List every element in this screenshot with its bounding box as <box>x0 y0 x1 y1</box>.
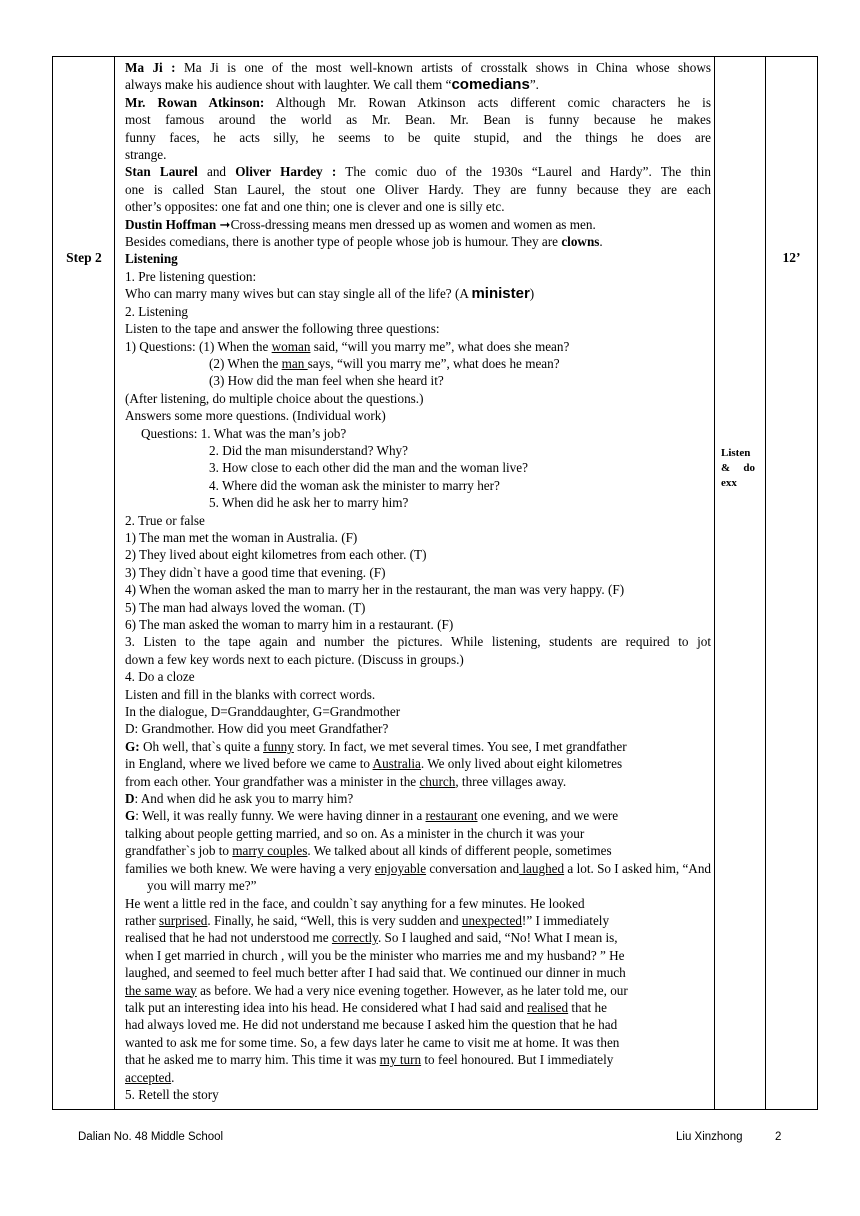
story-line-2: rather surprised. Finally, he said, “Well, this is very sudden and unexpected!” I immediately <box>125 912 610 928</box>
step-label: Step 2 <box>66 250 102 265</box>
question-3: (3) How did the man feel when she heard it? <box>209 373 444 389</box>
story-line-10: that he asked me to marry him. This time it was my turn to feel honoured. But I immediately <box>125 1052 614 1068</box>
footer-school: Dalian No. 48 Middle School <box>78 1131 224 1143</box>
activity-column <box>715 57 766 1109</box>
lesson-table <box>52 56 818 1110</box>
listening-instruction: Listen to the tape and answer the following three questions: <box>125 321 440 337</box>
content-text <box>125 59 711 1103</box>
rowan-line-4: strange. <box>125 147 167 163</box>
story-line-3: realised that he had not understood me correctly. So I laughed and said, “No! What I mean is, <box>125 930 618 946</box>
activity-label: Listen & do exx <box>721 447 755 489</box>
oliver-name: Oliver Hardey : <box>235 164 337 180</box>
picture-task-line-1: 3. Listen to the tape again and number the pictures. While listening, students are required to jot <box>125 634 711 650</box>
after-listening-note: (After listening, do multiple choice about the questions.) <box>125 390 424 406</box>
question-2: (2) When the man says, “will you marry me”, what does he mean? <box>209 355 560 371</box>
answers-note: Answers some more questions. (Individual work) <box>125 408 386 424</box>
story-line-1: He went a little red in the face, and couldn`t say anything for a few minutes. He looked <box>125 895 585 911</box>
time-column <box>766 57 817 1109</box>
stan-line-2: one is called Stan Laurel, the stout one Oliver Hardy. They are funny because they are each <box>125 181 711 197</box>
dialogue-g2-line-1: G: Well, it was really funny. We were having dinner in a restaurant one evening, and we were <box>125 808 619 824</box>
story-line-6: the same way as before. We had a very nice evening together. However, as he later told me, our <box>125 982 628 998</box>
maji-name: Ma Ji : <box>125 60 176 75</box>
stan-line-3: other’s opposites: one fat and one thin; one is clever and one is silly etc. <box>125 199 505 215</box>
true-false-item: 6) The man asked the woman to marry him in a restaurant. (F) <box>125 617 454 632</box>
page-number: 2 <box>775 1131 782 1143</box>
dialogue-g2-line-3: grandfather`s job to marry couples. We talked about all kinds of different people, sometimes <box>125 843 612 859</box>
more-question-5: 5. When did he ask her to marry him? <box>209 495 409 511</box>
true-false-item: 4) When the woman asked the man to marry her in the restaurant, the man was very happy. (F) <box>125 582 625 598</box>
more-question-4: 4. Where did the woman ask the minister to marry her? <box>209 477 500 493</box>
picture-task-line-2: down a few key words next to each picture. (Discuss in groups.) <box>125 651 464 667</box>
rowan-name: Mr. Rowan Atkinson: <box>125 94 265 110</box>
listening-heading: Listening <box>125 251 178 267</box>
arrow-icon: ➞ <box>216 216 231 232</box>
story-line-11: accepted. <box>125 1069 175 1085</box>
comedians-term: comedians <box>451 76 530 94</box>
minister-term: minister <box>471 285 530 303</box>
story-line-4: when I get married in church , will you be the minister who marries me and my husband? ” He <box>125 947 625 963</box>
dialogue-g2-line-4: families we both knew. We were having a very enjoyable conversation and laughed a lot. So I asked him, “And you will marry me?” <box>125 860 712 894</box>
more-question-3: 3. How close to each other did the man and the woman live? <box>209 460 528 476</box>
clowns-term: clowns <box>561 234 600 250</box>
stan-name: Stan Laurel <box>125 164 198 180</box>
story-line-9: wanted to ask me for some time. So, a few days later he came to visit me at home. It was then <box>125 1034 620 1050</box>
question-1: 1) Questions: (1) When the woman said, “will you marry me”, what does she mean? <box>125 338 570 354</box>
true-false-item: 2) They lived about eight kilometres from each other. (T) <box>125 547 427 563</box>
stan-line-1: Stan Laurel and Oliver Hardey : The comic duo of the 1930s “Laurel and Hardy”. The thin <box>125 164 712 180</box>
time-label: 12’ <box>782 250 801 265</box>
cloze-instruction: Listen and fill in the blanks with correct words. <box>125 686 376 702</box>
dialogue-g1-line-1: G: Oh well, that`s quite a funny story. In fact, we met several times. You see, I met grandfather <box>125 738 627 754</box>
story-line-5: laughed, and seemed to feel much better after I had said that. We continued our dinner in much <box>125 965 626 981</box>
maji-line-2: always make his audience shout with laughter. We call them “comedians”. <box>125 76 539 94</box>
more-question-2: 2. Did the man misunderstand? Why? <box>209 442 408 458</box>
rowan-line-2: most famous around the world as Mr. Bean. Mr. Bean is funny because he makes <box>125 112 711 128</box>
content-column <box>115 57 715 1109</box>
dustin-name: Dustin Hoffman <box>125 216 217 232</box>
pre-listening-question: Who can marry many wives but can stay single all of the life? (A minister) <box>125 285 535 303</box>
dialogue-g2-line-2: talking about people getting married, and so on. As a minister in the church it was your <box>125 825 585 841</box>
retell-task: 5. Retell the story <box>125 1086 219 1102</box>
true-false-item: 1) The man met the woman in Australia. (F) <box>125 529 358 545</box>
cloze-title: 4. Do a cloze <box>125 669 195 685</box>
dialogue-d1: D: Grandmother. How did you meet Grandfather? <box>125 721 389 737</box>
story-line-7: talk put an interesting idea into his head. He considered what I had said and realised that he <box>125 999 607 1015</box>
true-false-item: 3) They didn`t have a good time that evening. (F) <box>125 564 386 580</box>
true-false-title: 2. True or false <box>125 512 205 528</box>
story-line-8: had always loved me. He did not understand me because I asked him the question that he had <box>125 1017 618 1033</box>
pre-listening-title: 1. Pre listening question: <box>125 268 257 284</box>
footer-author: Liu Xinzhong <box>676 1131 743 1143</box>
dialogue-d2: D: And when did he ask you to marry him? <box>125 791 354 807</box>
true-false-item: 5) The man had always loved the woman. (T) <box>125 599 366 615</box>
maji-line-1: Ma Ji : Ma Ji is one of the most well-known artists of crosstalk shows in China whose shows <box>125 60 712 75</box>
listening-title: 2. Listening <box>125 303 189 319</box>
rowan-line-1: Mr. Rowan Atkinson: Although Mr. Rowan Atkinson acts different comic characters he is <box>125 94 711 110</box>
dustin-line: Dustin Hoffman ➞Cross-dressing means men dressed up as women and women as men. <box>125 216 596 232</box>
more-question-1: Questions: 1. What was the man’s job? <box>141 425 347 441</box>
rowan-line-3: funny faces, he acts silly, he seems to be quite stupid, and the things he does are <box>125 129 711 145</box>
dialogue-g1-line-2: in England, where we lived before we came to Australia. We only lived about eight kilometres <box>125 756 623 772</box>
clowns-line: Besides comedians, there is another type of people whose job is humour. They are clowns. <box>125 234 603 250</box>
cloze-key: In the dialogue, D=Granddaughter, G=Grandmother <box>125 704 401 720</box>
dialogue-g1-line-3: from each other. Your grandfather was a minister in the church, three villages away. <box>125 773 567 789</box>
step-column <box>53 57 115 1109</box>
